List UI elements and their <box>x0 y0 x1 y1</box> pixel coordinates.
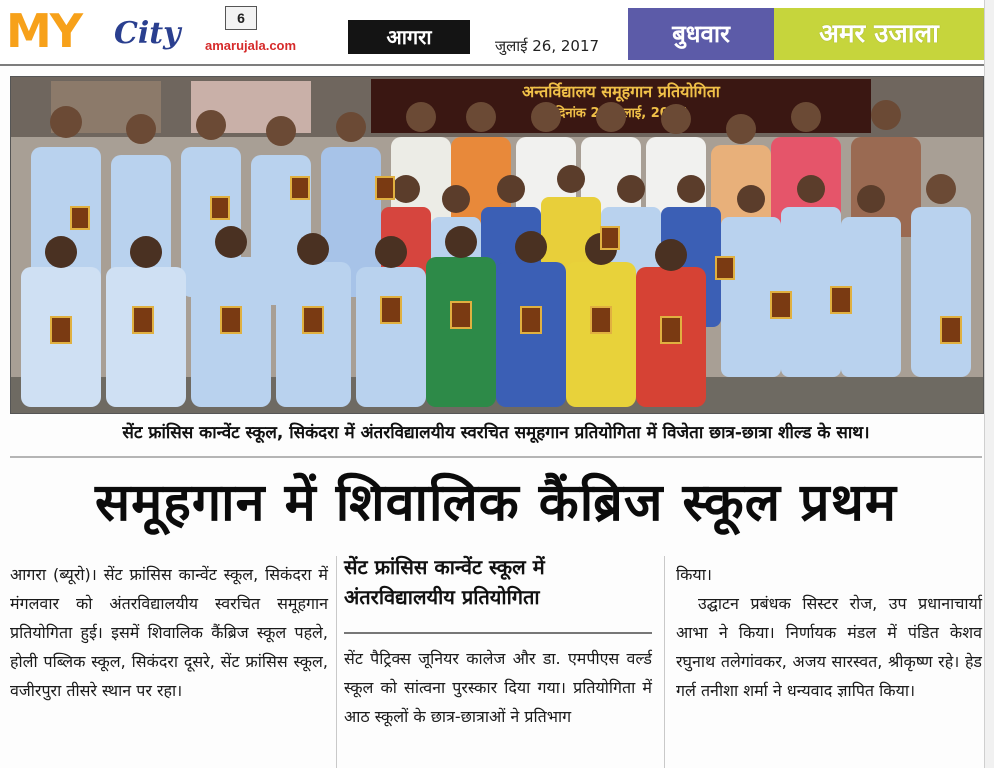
article-text-3: उद्घाटन प्रबंधक सिस्टर रोज, उप प्रधानाचार्या आभा ने किया। निर्णायक मंडल में पंडित केशव रघुनाथ तलेगांवकर, अजय सारस्वत, श्रीकृष्ण रहे। हेड गर्ल तनीशा शर्मा ने धन्यवाद ज्ञापित किया। <box>676 594 982 700</box>
subheadline-rule <box>344 632 652 634</box>
banner-line2: दिनांक जुलाई, <box>555 106 647 121</box>
article-column-2 <box>344 644 652 731</box>
group-photo <box>10 76 984 414</box>
masthead <box>0 0 994 66</box>
article-text-3-start: किया। <box>676 565 712 584</box>
group-photo-illustration <box>11 77 983 413</box>
column-divider-1 <box>336 556 337 768</box>
article-text-1: आगरा (ब्यूरो)। सेंट फ्रांसिस कान्वेंट स्कूल, सिकंदरा में मंगलवार को अंतरविद्यालयीय स्वरचित समूहगान प्रतियोगिता हुई। इसमें शिवालिक कैंब्रिज स्कूल पहले, होली पब्लिक स्कूल, सिकंदरा दूसरे, सेंट फ्रांसिस स्कूल, वजीरपुरा तीसरे स्थान पर रहा। <box>10 565 328 700</box>
page-edge <box>984 0 994 768</box>
photo-caption: सेंट फ्रांसिस कान्वेंट स्कूल, सिकंदरा में अंतरविद्यालयीय स्वरचित समूहगान प्रतियोगिता में विजेता छात्र-छात्रा शील्ड के साथ। <box>122 423 870 443</box>
logo-site: amarujala.com <box>205 38 297 53</box>
banner-line1: अन्तर्विद्यालय समूहगान प्रतियोगिता <box>522 82 720 101</box>
article-column-3 <box>676 560 982 705</box>
column-divider-2 <box>664 556 665 768</box>
city-label: आगरा <box>348 20 470 54</box>
page-number: 6 <box>225 6 257 30</box>
caption-divider <box>10 456 982 458</box>
headline: समूहगान में शिवालिक कैंब्रिज स्कूल प्रथम <box>95 473 897 533</box>
logo-city: City <box>114 16 181 51</box>
weekday-label: बुधवार <box>628 8 774 60</box>
subheadline: सेंट फ्रांसिस कान्वेंट स्कूल में अंतरविद्यालयीय प्रतियोगिता <box>344 555 545 609</box>
logo-my: MY <box>6 4 82 58</box>
brand-logo: अमर उजाला <box>774 8 984 60</box>
article-column-1 <box>10 560 328 705</box>
issue-date: जुलाई 26, 2017 <box>494 37 600 55</box>
article-text-2: सेंट पैट्रिक्स जूनियर कालेज और डा. एमपीएस वर्ल्ड स्कूल को सांत्वना पुरस्कार दिया गया। प्रतियोगिता में आठ स्कूलों के छात्र-छात्राओं ने प्रतिभाग <box>344 649 652 726</box>
